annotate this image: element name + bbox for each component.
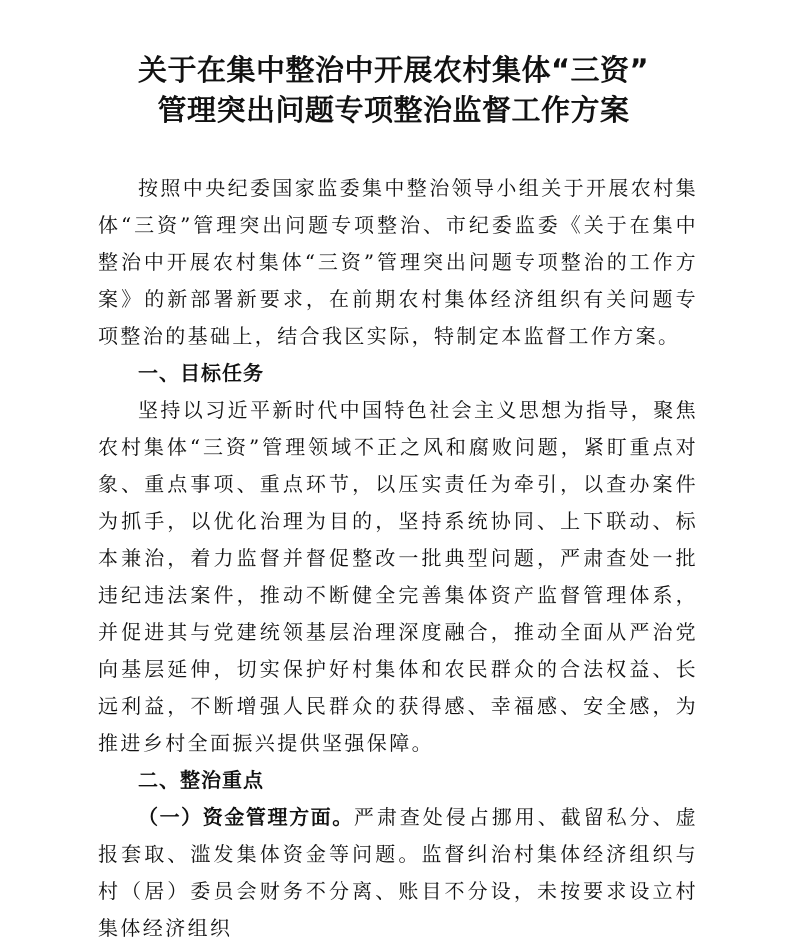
title-line-1: 关于在集中整治中开展农村集体“三资” bbox=[137, 53, 650, 87]
document-body bbox=[98, 170, 698, 947]
fund-management-paragraph bbox=[98, 799, 698, 947]
section-heading-goals: 一、目标任务 bbox=[138, 361, 264, 385]
title-line-2: 管理突出问题专项整治监督工作方案 bbox=[157, 93, 630, 127]
fund-management-lead: （一）资金管理方面。 bbox=[138, 805, 354, 829]
section-heading-focus: 二、整治重点 bbox=[138, 768, 264, 792]
goals-paragraph: 坚持以习近平新时代中国特色社会主义思想为指导，聚焦农村集体“三资”管理领域不正之风和腐败问题，紧盯重点对象、重点事项、重点环节，以压实责任为牵引，以查办案件为抓手，以优化治理为目的，坚持系统协同、上下联动、标本兼治，着力监督并督促整改一批典型问题，严肃查处一批违纪违法案件，推动不断健全完善集体资产监督管理体系，并促进其与党建统领基层治理深度融合，推动全面从严治党向基层延伸，切实保护好村集体和农民群众的合法权益、长远利益，不断增强人民群众的获得感、幸福感、安全感，为推进乡村全面振兴提供坚强保障。 bbox=[98, 398, 698, 755]
fund-management-text: 严肃查处侵占挪用、截留私分、虚报套取、滥发集体资金等问题。监督纠治村集体经济组织与村（居）委员会财务不分离、账目不分设，未按要求设立村集体经济组织 bbox=[98, 805, 699, 940]
document-title bbox=[0, 0, 787, 130]
intro-paragraph: 按照中央纪委国家监委集中整治领导小组关于开展农村集体“三资”管理突出问题专项整治、市纪委监委《关于在集中整治中开展农村集体“三资”管理突出问题专项整治的工作方案》的新部署新要求，在前期农村集体经济组织有关问题专项整治的基础上，结合我区实际，特制定本监督工作方案。 bbox=[98, 176, 698, 348]
